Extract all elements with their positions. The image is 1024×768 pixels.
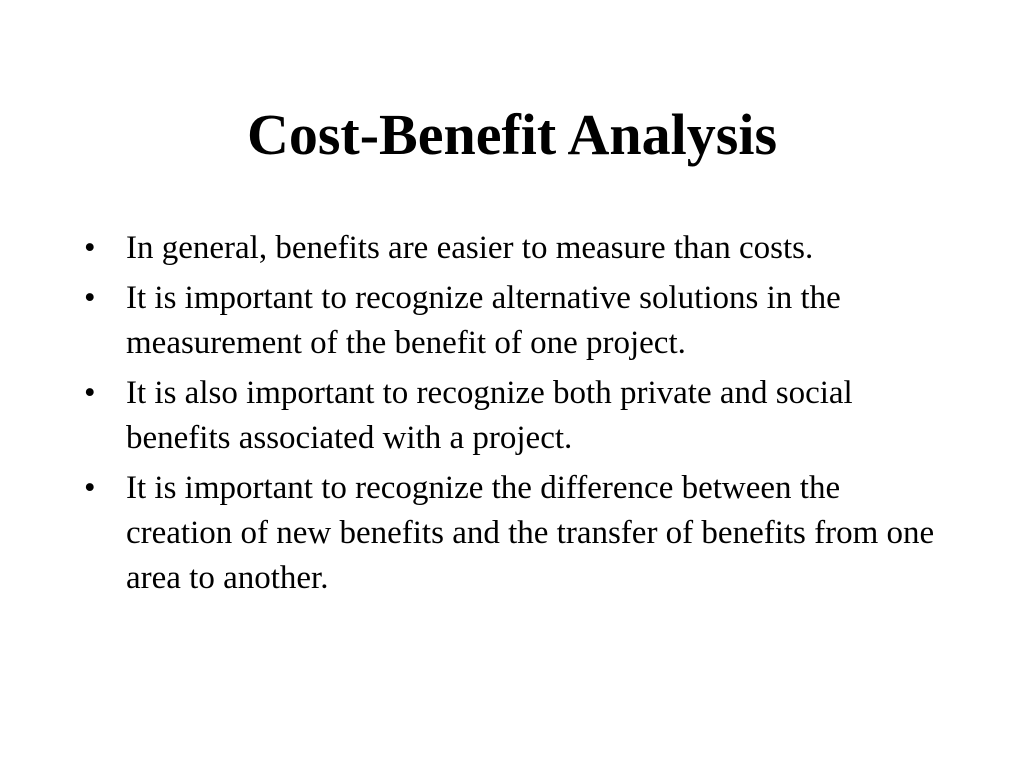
bullet-icon: • <box>84 280 96 316</box>
bullet-list <box>84 226 944 606</box>
bullet-icon: • <box>84 470 96 506</box>
slide-title: Cost-Benefit Analysis <box>246 102 778 167</box>
bullet-text: It is important to recognize the difference between the creation of new benefits and the transfer of benefits from one area to another. <box>126 470 935 596</box>
bullet-icon: • <box>84 375 96 411</box>
bullet-text: It is important to recognize alternative solutions in the measurement of the benefit of one project. <box>126 280 841 361</box>
bullet-text: In general, benefits are easier to measure than costs. <box>126 230 814 266</box>
bullet-icon: • <box>84 230 96 266</box>
bullet-item <box>84 276 944 366</box>
bullet-text: It is also important to recognize both private and social benefits associated with a project. <box>126 375 853 456</box>
bullet-item <box>84 226 944 271</box>
bullet-item <box>84 466 944 601</box>
bullet-item <box>84 371 944 461</box>
